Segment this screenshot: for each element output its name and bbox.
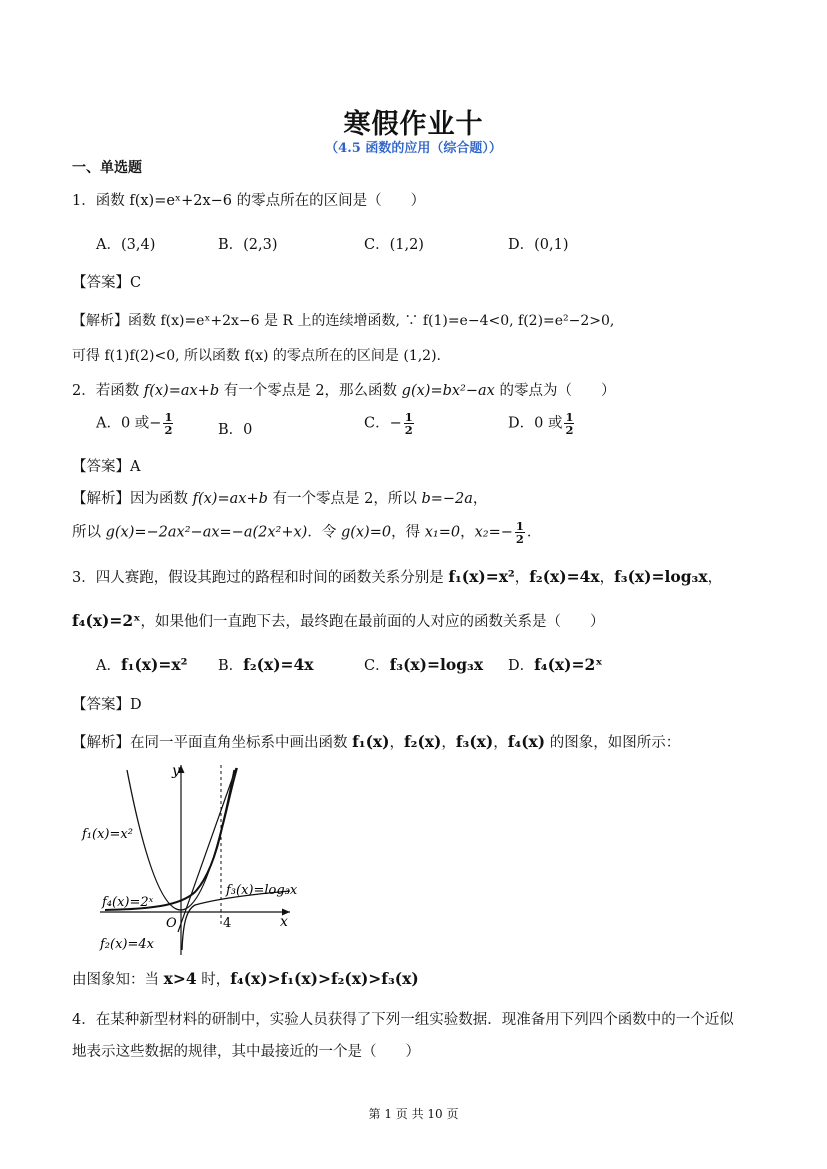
q1-option-a: A．(3,4) [96,237,156,253]
q2-gx: g(x)=bx²−ax [401,383,495,399]
function-graph-figure [80,760,300,960]
math-run: x₁=0 [424,524,461,541]
label-f2: f₂(x)=4x [100,937,154,952]
q1-analysis-line1: 【解析】函数 f(x)=eˣ+2x−6 是 R 上的连续增函数, ∵ f(1)=e−4<0, f(2)=e²−2>0, [72,313,615,329]
text-run: ， [707,570,723,586]
q2-fx: f(x)=ax+b [143,383,220,399]
q2-stem-suffix: 的零点为（ ） [494,383,616,399]
label-f1: f₁(x)=x² [82,827,133,842]
q2-option-a-text: A．0 或− [96,415,162,432]
q1-stem: 1．函数 f(x)=eˣ+2x−6 的零点所在的区间是（ ） [72,193,426,209]
math-f4: f₄(x)=2ˣ [72,611,141,630]
math-g4: f₄(x) [507,732,546,751]
origin-label: O [166,916,177,931]
label-f4: f₄(x)=2ˣ [102,895,154,910]
math-run: x>4 [163,969,197,988]
math-run: g(x)=0 [340,524,392,541]
text-run: 3．四人赛跑，假设其跑过的路程和时间的函数关系分别是 [72,570,449,586]
q4-stem-line2: 地表示这些数据的规律，其中最接近的一个是（ ） [72,1044,420,1060]
fraction-denominator: 2 [164,423,173,437]
text-run: ． [526,524,542,541]
fraction-one-half [404,411,414,436]
math-f1: f₁(x)=x² [120,655,188,674]
text-run: ， [472,491,488,507]
text-run: ， [493,735,508,751]
fraction-denominator: 2 [515,532,524,546]
q3-answer: 【答案】D [72,697,142,713]
fraction-denominator: 2 [565,423,574,437]
text-run: 【解析】在同一平面直角坐标系中画出函数 [72,735,353,751]
text-run: ， [514,570,530,586]
fraction-numerator: 1 [515,519,524,533]
x-axis-label: x [280,914,288,930]
text-run: ．令 [307,524,341,541]
label-f3: f₃(x)=log₃x [226,883,298,898]
text-run: 由图象知：当 [72,972,164,988]
q1-answer: 【答案】C [72,275,142,291]
q2-analysis-line2 [72,520,541,545]
y-axis-label: y [172,763,180,779]
math-run: g(x)=−2ax²−ax=−a(2x²+x) [105,524,308,541]
page-footer: 第 1 页 共 10 页 [368,1107,459,1121]
fraction-numerator: 1 [404,410,413,424]
q3-option-c [364,654,483,675]
q3-option-a [96,654,187,675]
q2-option-b: B．0 [218,422,253,438]
math-f4: f₄(x)=2ˣ [534,655,603,674]
q2-answer: 【答案】A [72,459,141,475]
q3-stem-line2 [72,610,605,631]
math-f3: f₃(x)=log₃x [389,655,484,674]
fraction-denominator: 2 [404,423,413,437]
q3-option-d [508,654,603,675]
fraction-one-half [564,411,574,436]
text-run: 【解析】因为函数 [72,491,193,507]
text-run: 的图象，如图所示： [545,735,681,751]
fraction-numerator: 1 [164,410,173,424]
fraction-numerator: 1 [565,410,574,424]
text-run: ，得 [391,524,425,541]
q3-conclusion [72,968,419,989]
math-f2: f₂(x)=4x [243,655,314,674]
q2-stem-mid: 有一个零点是 2，那么函数 [219,383,402,399]
q1-option-b: B．(2,3) [218,237,278,253]
text-run: ， [441,735,456,751]
curve-f2 [178,768,236,932]
tick-label-4: 4 [223,916,232,931]
math-run: x₂=− [474,524,513,541]
option-label: B． [218,658,244,674]
option-label: A． [96,658,121,674]
math-g3: f₃(x) [455,732,494,751]
q2-option-d-text: D．0 或 [508,415,563,432]
q2-option-d [508,411,576,436]
math-g2: f₂(x) [403,732,442,751]
option-label: C． [364,658,390,674]
math-run: b=−2a [421,491,473,507]
math-run: f₄(x)>f₁(x)>f₂(x)>f₃(x) [230,969,419,988]
text-run: 时， [196,972,231,988]
q1-analysis-line2: 可得 f(1)f(2)<0, 所以函数 f(x) 的零点所在的区间是 (1,2). [72,348,442,364]
section-heading: 一、单选题 [72,160,142,176]
option-label: D． [508,658,535,674]
q3-stem-line1 [72,566,722,587]
q2-stem [72,379,615,400]
q3-option-b [218,654,314,675]
page-title: 寒假作业十 [343,109,484,140]
curve-f3 [182,891,290,950]
q1-option-d: D．(0,1) [508,237,569,253]
math-run: f(x)=ax+b [192,491,268,507]
q4-stem-line1: 4．在某种新型材料的研制中，实验人员获得了下列一组实验数据．现准备用下列四个函数中的一个近似 [72,1012,734,1028]
q2-stem-prefix: 2．若函数 [72,383,144,399]
q2-option-c [364,411,416,436]
q3-analysis [72,731,680,752]
q2-option-a [96,411,175,436]
page-subtitle: （4.5 函数的应用（综合题）） [325,141,502,156]
fraction-one-half [163,411,173,436]
text-run: ， [599,570,615,586]
text-run: ，如果他们一直跑下去，最终跑在最前面的人对应的函数关系是（ ） [140,614,605,630]
text-run: ， [389,735,404,751]
math-f1: f₁(x)=x² [448,567,515,586]
text-run: 所以 [72,524,106,541]
q2-analysis-line1 [72,487,487,508]
math-f2: f₂(x)=4x [529,567,600,586]
fraction-one-half [515,520,525,545]
text-run: ， [460,524,475,541]
math-f3: f₃(x)=log₃x [614,567,708,586]
q2-option-c-text: C．− [364,415,402,432]
text-run: 有一个零点是 2，所以 [267,491,422,507]
q1-option-c: C．(1,2) [364,237,424,253]
math-g1: f₁(x) [352,732,390,751]
